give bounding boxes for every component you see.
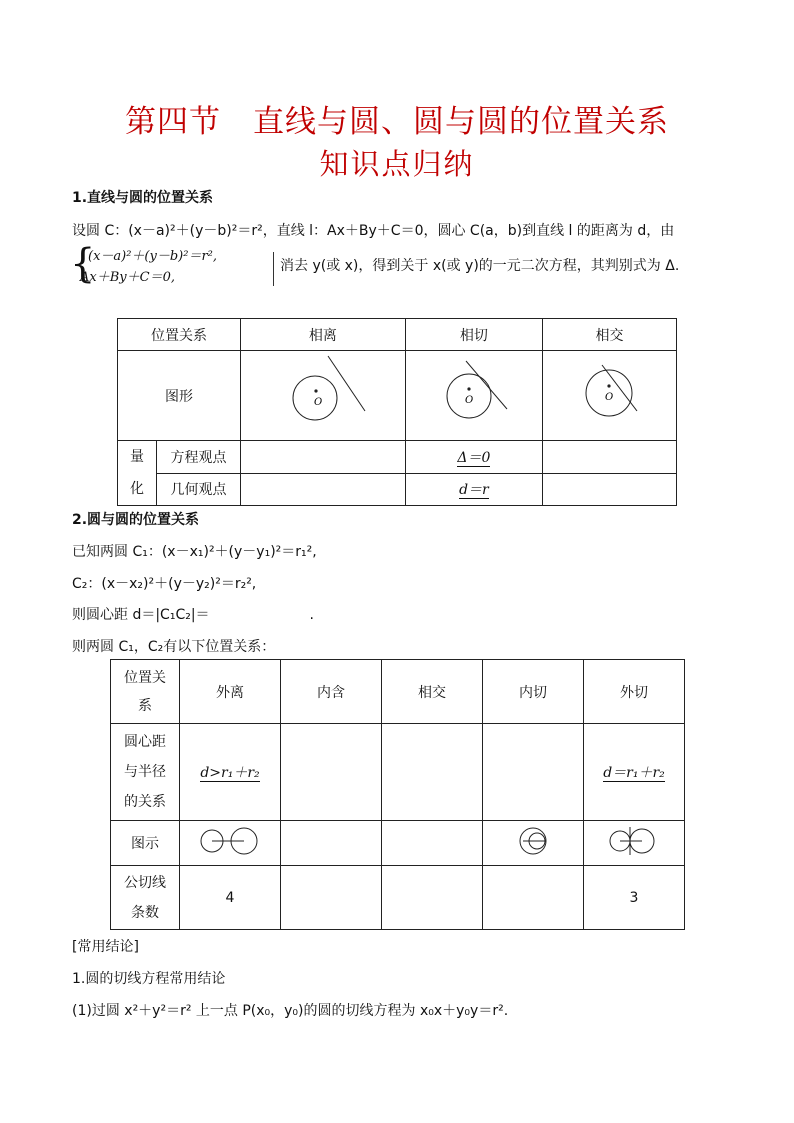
- t2-relation-external: [584, 724, 685, 821]
- section3-sub: 1.圆的切线方程常用结论: [72, 971, 226, 987]
- intersect-figure: [544, 351, 674, 436]
- t2-figure-contained: [281, 821, 382, 866]
- t2-tangents-external: 3: [584, 866, 685, 930]
- t1-quant-label: [118, 441, 157, 506]
- section1-heading: 1.直线与圆的位置关系: [72, 190, 214, 206]
- t2-header-separate: 外离: [180, 660, 281, 724]
- t2-relation-line2: 与半径: [124, 764, 166, 780]
- t2-relation-intersect: [382, 724, 483, 821]
- t2-figure-external: [584, 821, 685, 866]
- external-tangent-figure: [584, 821, 684, 861]
- t1-quant-char1: 量: [130, 449, 144, 465]
- section2-line4: 则两圆 C₁，C₂有以下位置关系：: [72, 639, 276, 655]
- t2-header-intersect: 相交: [382, 660, 483, 724]
- t2-tangents-label: [111, 866, 180, 930]
- t1-figure-label: 图形: [118, 351, 241, 441]
- internal-tangent-figure: [483, 821, 583, 861]
- t1-figure-intersect: [542, 351, 676, 441]
- center-dot: [608, 384, 611, 387]
- system-brace: {: [70, 241, 96, 287]
- d-equals-r: d＝r: [459, 482, 489, 499]
- t1-geometry-intersect: [542, 473, 676, 506]
- t1-row-algebra: 方程观点: [157, 441, 241, 474]
- section2-line3: [72, 604, 314, 624]
- section2-line2: C₂：(x－x₂)²＋(y－y₂)²＝r₂²,: [72, 576, 257, 592]
- t2-header-line1: 位置关: [124, 669, 166, 686]
- section3-heading: [常用结论]: [72, 939, 139, 955]
- separate-circles-figure: [180, 821, 280, 861]
- t2-relation-line1: 圆心距: [124, 734, 166, 750]
- section1-line2: 消去 y(或 x)，得到关于 x(或 y)的一元二次方程，其判别式为 Δ.: [280, 258, 680, 274]
- t2-header-line2: 系: [138, 697, 152, 714]
- tangent-figure: [409, 351, 539, 436]
- t2-relation-separate: [180, 724, 281, 821]
- t2-header-external: 外切: [584, 660, 685, 724]
- center-dot: [467, 387, 470, 390]
- t1-header-tangent: 相切: [405, 319, 542, 351]
- center-dot: [314, 389, 317, 392]
- page-title: 第四节 直线与圆、圆与圆的位置关系: [125, 104, 669, 140]
- t2-header-internal: 内切: [483, 660, 584, 724]
- t1-header-intersect: 相交: [542, 319, 676, 351]
- t1-geometry-separate: [240, 473, 405, 506]
- t2-relation-line3: 的关系: [124, 794, 166, 810]
- t2-tangents-intersect: [382, 866, 483, 930]
- t2-relation-contained: [281, 724, 382, 821]
- t2-tangents-internal: [483, 866, 584, 930]
- center-label: O: [605, 392, 614, 403]
- t1-algebra-tangent: [405, 441, 542, 474]
- t2-figure-internal: [483, 821, 584, 866]
- t1-algebra-intersect: [542, 441, 676, 474]
- section2-line1: 已知两圆 C₁：(x－x₁)²＋(y－y₁)²＝r₁²,: [72, 544, 317, 560]
- center-label: O: [464, 395, 474, 406]
- distance-text: 则圆心距 d＝|C₁C₂|＝: [72, 607, 210, 623]
- relation-external: d＝r₁＋r₂: [603, 765, 665, 781]
- t2-tangents-contained: [281, 866, 382, 930]
- line-shape: [328, 356, 365, 411]
- system-eq1: (x－a)²＋(y－b)²＝r²,: [88, 249, 218, 264]
- t2-relation-internal: [483, 724, 584, 821]
- t1-row-geometry: 几何观点: [157, 473, 241, 506]
- section3-item1: (1)过圆 x²＋y²＝r² 上一点 P(x₀，y₀)的圆的切线方程为 x₀x＋y₀y＝r².: [72, 1003, 509, 1019]
- section2-heading: 2.圆与圆的位置关系: [72, 512, 200, 528]
- separate-figure: [248, 351, 398, 436]
- circle-circle-table: [110, 659, 685, 930]
- t1-quant-char2: 化: [130, 481, 144, 497]
- page-subtitle: 知识点归纳: [319, 147, 475, 181]
- t2-relation-label: [111, 724, 180, 821]
- t1-algebra-separate: [240, 441, 405, 474]
- system-divider: [273, 252, 274, 286]
- t2-figure-separate: [180, 821, 281, 866]
- t1-figure-tangent: [405, 351, 542, 441]
- t2-figure-intersect: [382, 821, 483, 866]
- t2-header-contained: 内含: [281, 660, 382, 724]
- t2-header-position: [111, 660, 180, 724]
- t2-tangents-line1: 公切线: [124, 874, 166, 891]
- t1-header-separate: 相离: [240, 319, 405, 351]
- system-eq2: Ax＋By＋C＝0,: [80, 270, 175, 285]
- delta-zero: Δ＝0: [457, 449, 491, 466]
- t1-header-position: 位置关系: [118, 319, 241, 351]
- t2-figure-label: 图示: [111, 821, 180, 866]
- center-label: O: [313, 397, 323, 408]
- line-circle-table: [117, 318, 677, 506]
- distance-period: .: [309, 607, 314, 623]
- t2-tangents-line2: 条数: [131, 904, 159, 921]
- section1-line1: 设圆 C：(x－a)²＋(y－b)²＝r²，直线 l：Ax＋By＋C＝0，圆心 C(a，b)到直线 l 的距离为 d，由: [72, 223, 675, 239]
- t2-tangents-separate: 4: [180, 866, 281, 930]
- t1-geometry-tangent: [405, 473, 542, 506]
- relation-separate: d>r₁＋r₂: [200, 765, 260, 781]
- t1-figure-separate: [240, 351, 405, 441]
